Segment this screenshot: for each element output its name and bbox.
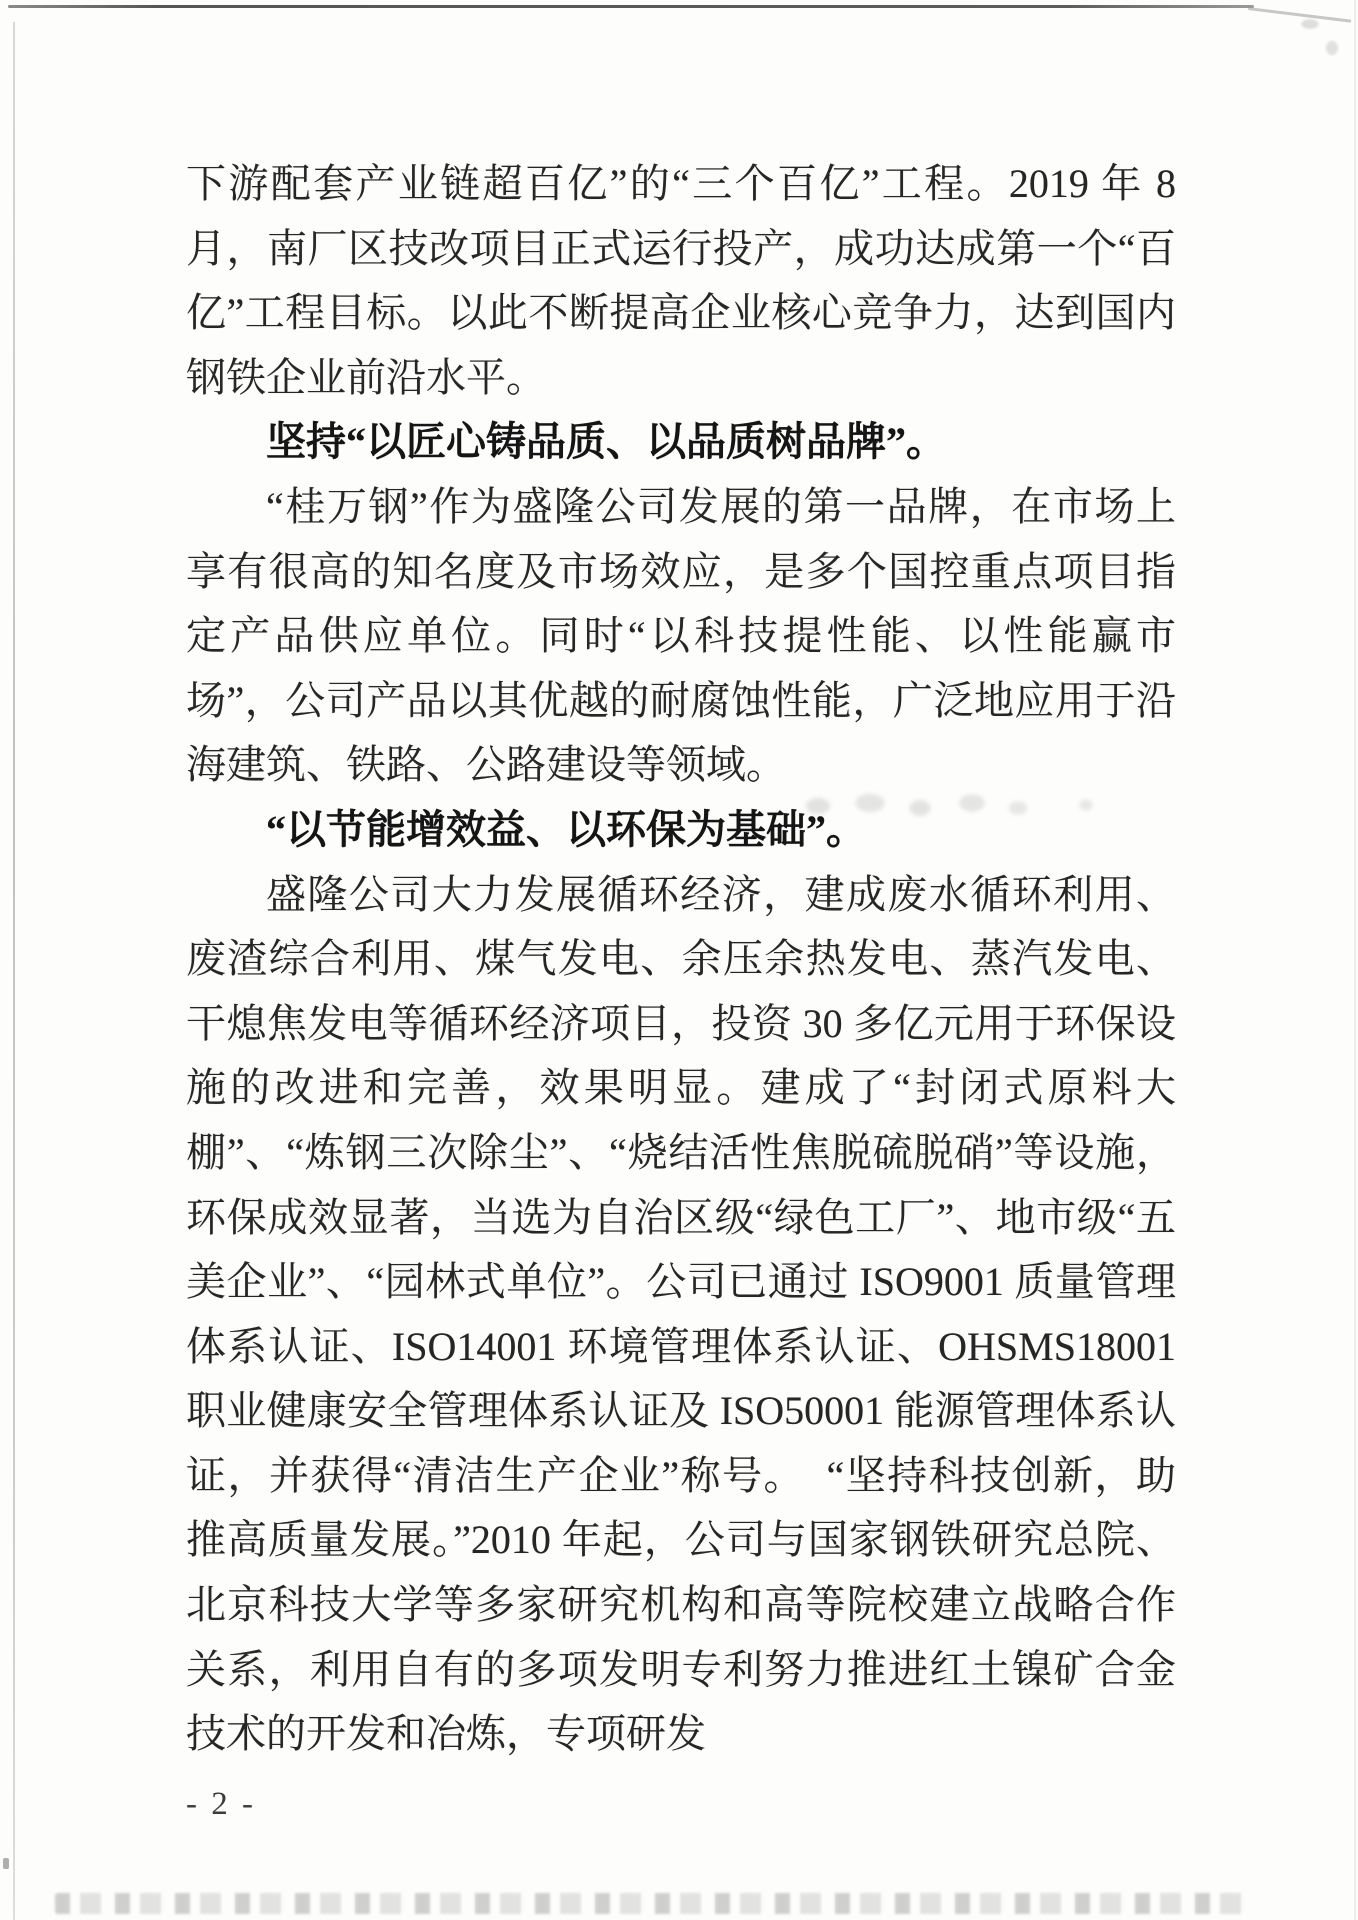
document-body: [186, 152, 1176, 1767]
paragraph-circular-economy: 盛隆公司大力发展循环经济，建成废水循环利用、废渣综合利用、煤气发电、余压余热发电、蒸汽发电、干熄焦发电等循环经济项目，投资 30 多亿元用于环保设施的改进和完善，效果明显。建成了“封闭式原料大棚”、“炼钢三次除尘”、“烧结活性焦脱硫脱硝”等设施，环保成效显著，当选为自治区级“绿色工厂”、地市级“五美企业”、“园林式单位”。公司已通过 ISO9001 质量管理体系认证、ISO14001 环境管理体系认证、OHSMS18001 职业健康安全管理体系认证及 ISO50001 能源管理体系认证，并获得“清洁生产企业”称号。 “坚持科技创新，助推高质量发展。”2010 年起，公司与国家钢铁研究总院、北京科技大学等多家研究机构和高等院校建立战略合作关系，利用自有的多项发明专利努力推进红土镍矿合金技术的开发和冶炼，专项研发: [186, 871, 1176, 1757]
section-heading-energy-environment: “以节能增效益、以环保为基础”。: [266, 806, 866, 852]
paragraph-continuation: 下游配套产业链超百亿”的“三个百亿”工程。2019 年 8 月，南厂区技改项目正式运行投产，成功达成第一个“百亿”工程目标。以此不断提高企业核心竞争力，达到国内钢铁企业前沿水平。: [186, 161, 1176, 400]
scan-edge-top: [8, 5, 1254, 8]
paragraph-brand: “桂万钢”作为盛隆公司发展的第一品牌，在市场上享有很高的知名度及市场效应，是多个国控重点项目指定产品供应单位。同时“以科技提性能、以性能赢市场”，公司产品以其优越的耐腐蚀性能，广泛地应用于沿海建筑、铁路、公路建设等领域。: [186, 483, 1176, 788]
scan-artifact-bottom-band: [55, 1893, 1250, 1914]
page-number: - 2 -: [186, 1786, 256, 1822]
scan-speck: [3, 1858, 9, 1869]
scan-artifact-top-right: [1298, 14, 1342, 70]
scan-edge-right: [1354, 0, 1356, 1920]
scan-edge-left: [13, 22, 15, 1920]
section-heading-quality-brand: 坚持“以匠心铸品质、以品质树品牌”。: [266, 419, 946, 465]
